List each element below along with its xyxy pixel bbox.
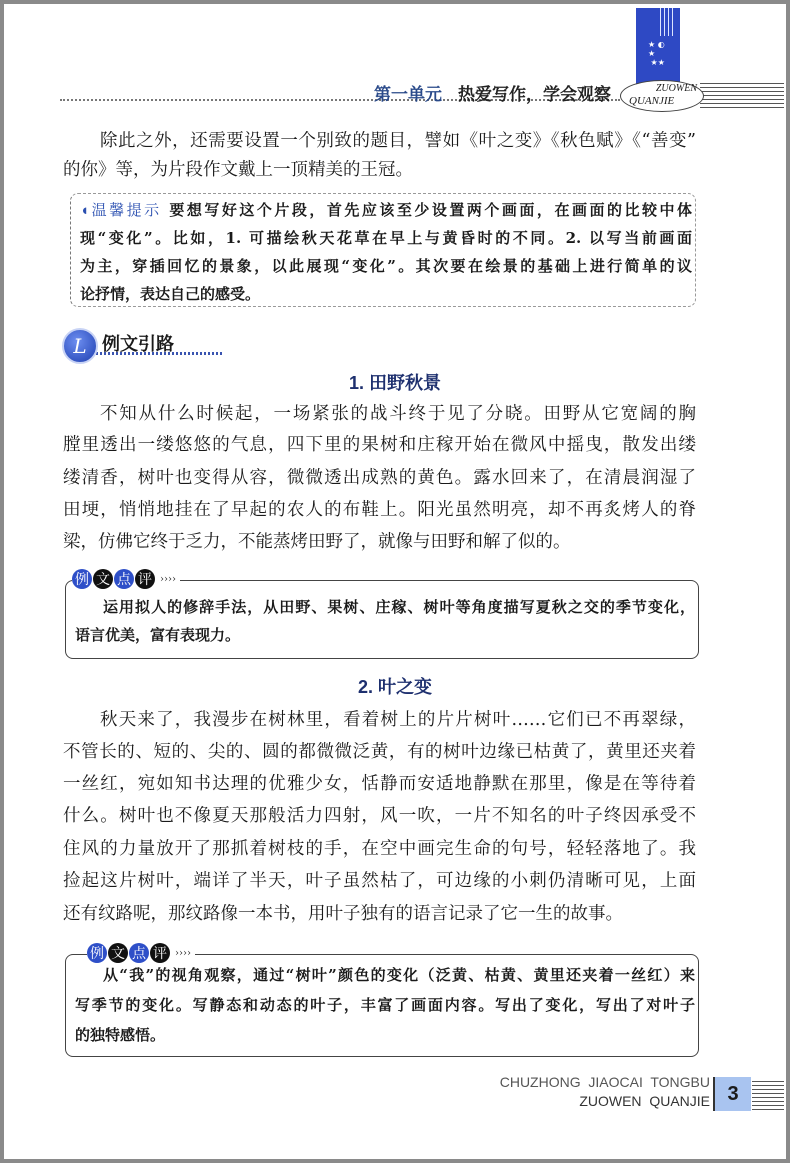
tip-line: ◖温馨提示 要想写好这个片段，首先应该至少设置两个画面，在画面的比较中体: [80, 201, 692, 219]
example-line: 捡起这片树叶，端详了半天，叶子虽然枯了，可边缘的小刺仍清晰可见，上面: [63, 871, 696, 891]
page-number: 3: [713, 1077, 751, 1111]
header-title: [374, 80, 611, 105]
comment-header: [87, 943, 195, 963]
comment-label-char: 文: [108, 943, 128, 963]
chevrons-icon: ››››: [160, 573, 176, 585]
example-line: 田埂，悄悄地挂在了早起的农人的布鞋上。阳光虽然明亮，却不再炙烤人的脊: [63, 500, 696, 520]
comment-label-char: 文: [93, 569, 113, 589]
comment-line: 从“我”的视角观察，通过“树叶”颜色的变化（泛黄、枯黄、黄里还夹着一丝红）来: [103, 966, 695, 984]
comment-header: [72, 569, 180, 589]
intro-line: 的你》等，为片段作文戴上一顶精美的王冠。: [63, 160, 413, 180]
unit-title: 热爱写作，学会观察: [458, 85, 611, 104]
example-line: 住风的力量放开了那抓着树枝的手，在空中画完生命的句号，轻轻落地了。我: [63, 839, 696, 859]
comment-line: 的独特感悟。: [75, 1026, 166, 1044]
header-stripes: [700, 80, 784, 108]
speaker-icon: ◖: [80, 202, 90, 219]
comment-label-char: 点: [114, 569, 134, 589]
example-title: 2. 叶之变: [357, 677, 432, 697]
comment-label-char: 评: [150, 943, 170, 963]
logo-top-text: ZUOWEN: [655, 83, 697, 94]
comment-line: 写季节的变化。写静态和动态的叶子，丰富了画面内容。写出了变化，写出了对叶子: [75, 996, 695, 1014]
example-line: 什么。树叶也不像夏天那般活力四射，风一吹，一片不知名的叶子终因承受不: [63, 806, 696, 826]
footer-line-1: CHUZHONG JIAOCAI TONGBU: [499, 1074, 710, 1090]
comment-label-char: 例: [72, 569, 92, 589]
comment-label-char: 评: [135, 569, 155, 589]
footer-text: [470, 1073, 710, 1111]
footer-line-2: ZUOWEN QUANJIE: [579, 1093, 710, 1109]
example-line: 缕清香，树叶也变得从容，微微透出成熟的黄色。露水回来了，在清晨润湿了: [63, 468, 696, 488]
footer-stripes: [752, 1078, 784, 1112]
example-line: 一丝红，宛如知书达理的优雅少女，恬静而安适地静默在那里，像是在等待着: [63, 774, 696, 794]
stars-icon: ★ ◐ ★ ★★: [648, 40, 665, 67]
example-line: 不知从什么时候起，一场紧张的战斗终于见了分晓。田野从它宽阔的胸: [100, 404, 696, 424]
tip-line: 现“变化”。比如，1. 可描绘秋天花草在早上与黄昏时的不同。2. 以写当前画面: [80, 229, 692, 247]
example-line: 秋天来了，我漫步在树林里，看着树上的片片树叶……它们已不再翠绿，: [100, 710, 696, 730]
unit-label: 第一单元: [374, 85, 442, 104]
example-line: 膛里透出一缕悠悠的气息，四下里的果树和庄稼开始在微风中摇曳，散发出缕: [63, 435, 696, 455]
example-line: 不管长的、短的、尖的、圆的都微微泛黄，有的树叶边缘已枯黄了，黄里还夹着: [63, 742, 696, 762]
comment-line: 运用拟人的修辞手法，从田野、果树、庄稼、树叶等角度描写夏秋之交的季节变化，: [103, 598, 695, 616]
comment-label-char: 点: [129, 943, 149, 963]
tip-line: 论抒情，表达自己的感受。: [80, 285, 261, 303]
example-line: 还有纹路呢，那纹路像一本书，用叶子独有的语言记录了它一生的故事。: [63, 904, 623, 924]
comment-line: 语言优美，富有表现力。: [75, 626, 241, 644]
tip-label: ◖温馨提示: [80, 202, 162, 219]
chevrons-icon: ››››: [175, 947, 191, 959]
logo-bottom-text: QUANJIE: [629, 95, 675, 107]
comment-label-char: 例: [87, 943, 107, 963]
tip-line: 为主，穿插回忆的景象，以此展现“变化”。其次要在绘景的基础上进行简单的议: [80, 257, 692, 275]
header-blue-band: [636, 8, 680, 88]
section-badge-icon: L: [62, 328, 98, 364]
example-title: 1. 田野秋景: [348, 373, 441, 393]
intro-line: 除此之外，还需要设置一个别致的题目，譬如《叶之变》《秋色赋》《“善变”: [100, 131, 696, 151]
header-logo: [620, 80, 704, 112]
section-title: 例文引路: [102, 334, 174, 354]
example-line: 梁，仿佛它终于乏力，不能蒸烤田野了，就像与田野和解了似的。: [63, 532, 571, 552]
